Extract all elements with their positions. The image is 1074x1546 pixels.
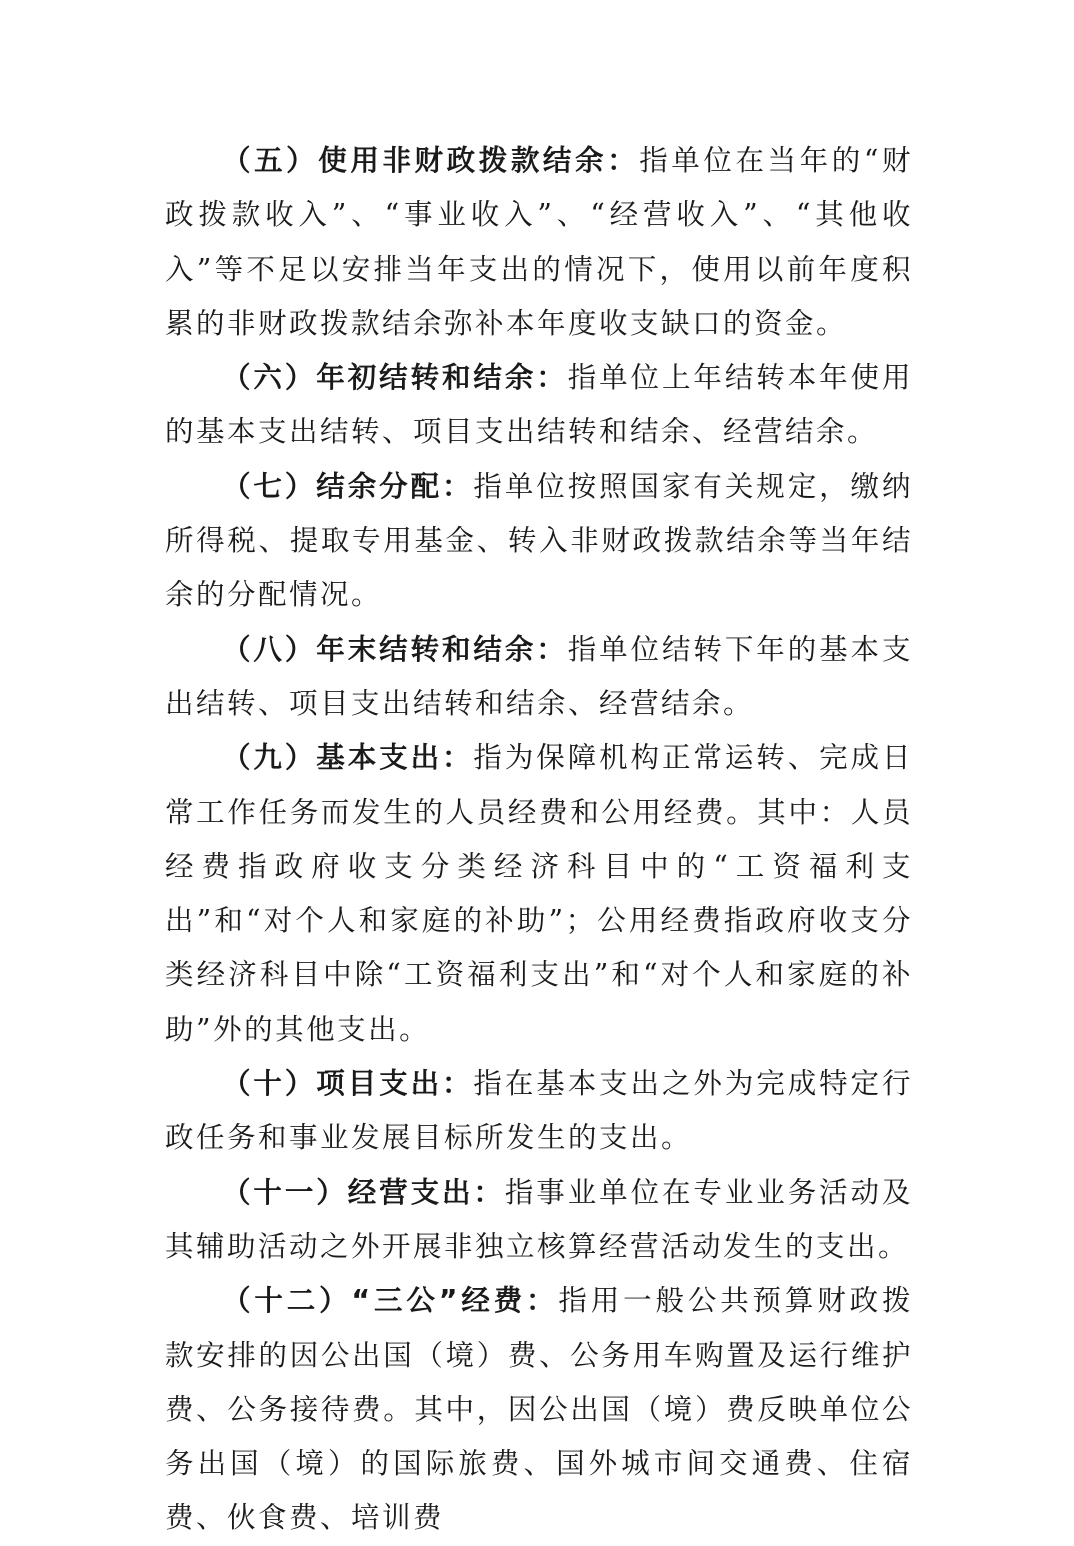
term-9: （九）基本支出： — [222, 741, 474, 775]
paragraph-6 — [165, 351, 913, 460]
definition-9: 指为保障机构正常运转、完成日常工作任务而发生的人员经费和公用经费。其中：人员经费指政府收支分类经济科目中的“工资福利支出”和“对个人和家庭的补助”；公用经费指政府收支分类经济科目中除“工资福利支出”和“对个人和家庭的补助”外的其他支出。 — [165, 741, 913, 1046]
term-6: （六）年初结转和结余： — [222, 361, 568, 395]
term-8: （八）年末结转和结余： — [222, 632, 568, 666]
document-body — [165, 134, 913, 1546]
term-12: （十二）“三公”经费： — [222, 1284, 559, 1318]
paragraph-10 — [165, 1057, 913, 1166]
definition-7: 指单位按照国家有关规定，缴纳所得税、提取专用基金、转入非财政拨款结余等当年结余的分配情况。 — [165, 469, 913, 612]
definition-8: 指单位结转下年的基本支出结转、项目支出结转和结余、经营结余。 — [165, 632, 913, 720]
paragraph-11 — [165, 1166, 913, 1275]
paragraph-8 — [165, 623, 913, 732]
definition-5: 指单位在当年的“财政拨款收入”、“事业收入”、“经营收入”、“其他收入”等不足以安排当年支出的情况下，使用以前年度积累的非财政拨款结余弥补本年度收支缺口的资金。 — [165, 144, 913, 340]
definition-11: 指事业单位在专业业务活动及其辅助活动之外开展非独立核算经营活动发生的支出。 — [165, 1175, 913, 1263]
paragraph-5 — [165, 134, 913, 351]
definition-10: 指在基本支出之外为完成特定行政任务和事业发展目标所发生的支出。 — [165, 1067, 913, 1155]
definition-6: 指单位上年结转本年使用的基本支出结转、项目支出结转和结余、经营结余。 — [165, 361, 913, 449]
term-5: （五）使用非财政拨款结余： — [222, 144, 640, 177]
paragraph-7 — [165, 460, 913, 623]
term-7: （七）结余分配： — [222, 469, 474, 503]
definition-12: 指用一般公共预算财政拨款安排的因公出国（境）费、公务用车购置及运行维护费、公务接待费。其中，因公出国（境）费反映单位公务出国（境）的国际旅费、国外城市间交通费、住宿费、伙食费、培训费 — [165, 1284, 913, 1535]
term-10: （十）项目支出： — [222, 1067, 474, 1101]
term-11: （十一）经营支出： — [222, 1175, 505, 1209]
paragraph-9 — [165, 731, 913, 1057]
paragraph-12 — [165, 1274, 913, 1545]
